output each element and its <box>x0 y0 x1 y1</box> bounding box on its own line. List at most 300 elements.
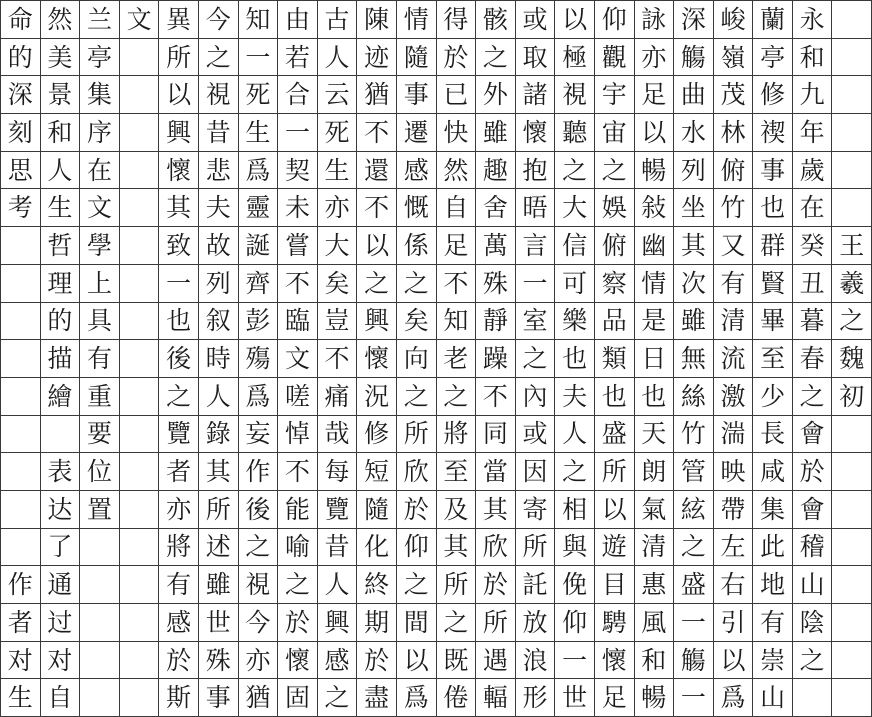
character-glyph: 昔 <box>324 532 350 562</box>
character-glyph: 聽 <box>562 117 588 147</box>
character-glyph: 曲 <box>680 80 706 110</box>
grid-cell-character <box>634 528 674 566</box>
grid-cell-character <box>357 1 397 39</box>
grid-cell-empty <box>119 641 159 679</box>
character-glyph: 大 <box>324 230 350 260</box>
character-glyph: 世 <box>562 683 588 713</box>
grid-cell-character <box>198 490 238 528</box>
character-glyph: 俛 <box>562 570 588 600</box>
grid-cell-character <box>198 377 238 415</box>
grid-cell-character <box>357 76 397 114</box>
character-glyph: 了 <box>47 532 73 562</box>
grid-cell-character <box>278 38 318 76</box>
grid-cell-empty <box>832 189 872 227</box>
character-glyph: 人 <box>324 42 350 72</box>
grid-cell-character <box>80 264 120 302</box>
grid-cell-character <box>634 227 674 265</box>
character-glyph: 靜 <box>482 306 508 336</box>
grid-cell-character <box>278 189 318 227</box>
character-glyph: 亦 <box>245 645 271 675</box>
grid-cell-character <box>753 264 793 302</box>
grid-cell-character <box>80 1 120 39</box>
character-glyph: 信 <box>562 230 588 260</box>
character-glyph: 思 <box>7 155 33 185</box>
grid-cell-character <box>476 151 516 189</box>
character-glyph: 上 <box>86 268 112 298</box>
grid-cell-character <box>594 604 634 642</box>
grid-cell-character <box>159 679 199 717</box>
grid-cell-character <box>238 453 278 491</box>
grid-cell-character <box>594 76 634 114</box>
character-glyph: 詠 <box>641 4 667 34</box>
character-glyph: 生 <box>7 683 33 713</box>
grid-cell-character <box>317 302 357 340</box>
grid-cell-character <box>792 151 832 189</box>
character-glyph: 於 <box>284 607 310 637</box>
character-glyph: 隨 <box>364 494 390 524</box>
grid-cell-character <box>198 528 238 566</box>
character-glyph: 至 <box>443 457 469 487</box>
character-glyph: 又 <box>720 230 746 260</box>
character-glyph: 隨 <box>403 42 429 72</box>
character-glyph: 快 <box>443 117 469 147</box>
character-glyph: 形 <box>522 683 548 713</box>
grid-cell-empty <box>119 114 159 152</box>
character-glyph: 遇 <box>482 645 508 675</box>
character-glyph: 山 <box>760 683 786 713</box>
grid-cell-empty <box>832 679 872 717</box>
character-glyph: 寄 <box>522 494 548 524</box>
character-glyph: 过 <box>47 607 73 637</box>
grid-cell-character <box>555 1 595 39</box>
character-glyph: 要 <box>86 419 112 449</box>
character-glyph: 老 <box>443 344 469 374</box>
character-glyph: 自 <box>443 193 469 223</box>
character-glyph: 畢 <box>760 306 786 336</box>
grid-cell-character <box>198 38 238 76</box>
character-glyph: 況 <box>364 381 390 411</box>
grid-cell-character <box>594 679 634 717</box>
grid-cell-character <box>238 528 278 566</box>
grid-cell-character <box>238 302 278 340</box>
grid-cell-empty <box>1 377 41 415</box>
grid-cell-character <box>159 189 199 227</box>
grid-cell-character <box>634 302 674 340</box>
grid-cell-character <box>594 189 634 227</box>
grid-cell-character <box>634 189 674 227</box>
grid-cell-empty <box>119 189 159 227</box>
character-glyph: 斯 <box>166 683 192 713</box>
character-glyph: 氣 <box>641 494 667 524</box>
grid-cell-character <box>476 566 516 604</box>
grid-cell-character <box>159 1 199 39</box>
grid-cell-character <box>436 490 476 528</box>
character-glyph: 間 <box>403 607 429 637</box>
grid-cell-character <box>278 151 318 189</box>
character-glyph: 描 <box>47 344 73 374</box>
character-glyph: 係 <box>403 230 429 260</box>
character-glyph: 繪 <box>47 381 73 411</box>
character-glyph: 雖 <box>205 570 231 600</box>
grid-cell-character <box>159 566 199 604</box>
character-glyph: 期 <box>364 607 390 637</box>
grid-cell-character <box>634 453 674 491</box>
grid-cell-character <box>674 227 714 265</box>
character-glyph: 亦 <box>166 494 192 524</box>
grid-cell-character <box>713 340 753 378</box>
character-glyph: 爲 <box>245 155 271 185</box>
character-glyph: 刻 <box>7 117 33 147</box>
character-glyph: 仰 <box>403 532 429 562</box>
character-glyph: 癸 <box>799 230 825 260</box>
grid-cell-character <box>396 415 436 453</box>
grid-cell-character <box>278 227 318 265</box>
character-glyph: 具 <box>86 306 112 336</box>
grid-cell-character <box>238 114 278 152</box>
character-glyph: 咸 <box>760 457 786 487</box>
grid-cell-character <box>476 641 516 679</box>
character-glyph: 蘭 <box>760 4 786 34</box>
grid-cell-character <box>792 302 832 340</box>
character-glyph: 後 <box>166 344 192 374</box>
character-glyph: 一 <box>522 268 548 298</box>
grid-cell-empty <box>832 151 872 189</box>
grid-cell-character <box>713 490 753 528</box>
character-glyph: 欣 <box>403 457 429 487</box>
grid-cell-character <box>357 227 397 265</box>
grid-cell-character <box>476 302 516 340</box>
grid-cell-character <box>674 490 714 528</box>
character-glyph: 管 <box>680 457 706 487</box>
character-glyph: 會 <box>799 419 825 449</box>
grid-cell-character <box>594 1 634 39</box>
grid-cell-character <box>476 490 516 528</box>
grid-cell-character <box>159 377 199 415</box>
character-glyph: 深 <box>680 4 706 34</box>
grid-cell-character <box>80 227 120 265</box>
character-glyph: 知 <box>443 306 469 336</box>
character-glyph: 矣 <box>403 306 429 336</box>
grid-cell-character <box>476 227 516 265</box>
character-glyph: 倦 <box>443 683 469 713</box>
character-glyph: 會 <box>799 494 825 524</box>
grid-cell-character <box>555 302 595 340</box>
grid-cell-character <box>476 264 516 302</box>
grid-cell-character <box>674 453 714 491</box>
character-glyph: 之 <box>205 42 231 72</box>
grid-cell-character <box>713 604 753 642</box>
character-glyph: 修 <box>364 419 390 449</box>
grid-cell-empty <box>119 76 159 114</box>
character-glyph: 少 <box>760 381 786 411</box>
grid-cell-character <box>317 377 357 415</box>
character-glyph: 一 <box>284 117 310 147</box>
grid-cell-character <box>674 189 714 227</box>
grid-cell-character <box>159 490 199 528</box>
grid-cell-character <box>594 377 634 415</box>
character-glyph: 不 <box>284 268 310 298</box>
grid-cell-character <box>1 189 41 227</box>
grid-row <box>1 1 872 39</box>
character-glyph: 之 <box>403 381 429 411</box>
character-glyph: 林 <box>720 117 746 147</box>
grid-cell-character <box>634 377 674 415</box>
character-glyph: 之 <box>284 570 310 600</box>
grid-cell-character <box>713 114 753 152</box>
grid-cell-character <box>396 377 436 415</box>
grid-cell-character <box>357 38 397 76</box>
grid-cell-character <box>515 1 555 39</box>
grid-cell-character <box>357 189 397 227</box>
character-glyph: 所 <box>205 494 231 524</box>
character-glyph: 賢 <box>760 268 786 298</box>
character-glyph: 达 <box>47 494 73 524</box>
character-glyph: 彭 <box>245 306 271 336</box>
character-glyph: 觀 <box>601 42 627 72</box>
grid-cell-character <box>634 566 674 604</box>
grid-cell-character <box>278 76 318 114</box>
character-glyph: 於 <box>799 457 825 487</box>
character-glyph: 無 <box>680 344 706 374</box>
character-glyph: 哉 <box>324 419 350 449</box>
character-glyph: 萬 <box>482 230 508 260</box>
character-glyph: 情 <box>403 4 429 34</box>
character-glyph: 之 <box>324 683 350 713</box>
grid-cell-character <box>594 151 634 189</box>
grid-row <box>1 377 872 415</box>
grid-cell-character <box>753 679 793 717</box>
grid-cell-character <box>713 566 753 604</box>
grid-cell-character <box>713 38 753 76</box>
grid-cell-character <box>278 453 318 491</box>
grid-cell-character <box>555 528 595 566</box>
grid-cell-character <box>40 151 80 189</box>
character-glyph: 有 <box>86 344 112 374</box>
grid-cell-character <box>396 114 436 152</box>
grid-cell-character <box>436 227 476 265</box>
character-glyph: 與 <box>562 532 588 562</box>
character-glyph: 故 <box>205 230 231 260</box>
grid-cell-character <box>515 189 555 227</box>
character-glyph: 人 <box>205 381 231 411</box>
grid-cell-character <box>674 38 714 76</box>
character-glyph: 殤 <box>245 344 271 374</box>
character-glyph: 極 <box>562 42 588 72</box>
character-glyph: 感 <box>166 607 192 637</box>
character-glyph: 其 <box>680 230 706 260</box>
grid-cell-character <box>278 377 318 415</box>
grid-cell-character <box>396 340 436 378</box>
character-glyph: 嘗 <box>284 230 310 260</box>
grid-cell-character <box>792 604 832 642</box>
character-glyph: 爲 <box>245 381 271 411</box>
grid-cell-character <box>436 604 476 642</box>
character-glyph: 以 <box>166 80 192 110</box>
grid-cell-character <box>713 528 753 566</box>
grid-cell-character <box>674 340 714 378</box>
grid-cell-empty <box>119 528 159 566</box>
character-glyph: 地 <box>760 570 786 600</box>
grid-cell-character <box>792 415 832 453</box>
character-glyph: 固 <box>284 683 310 713</box>
grid-cell-character <box>674 641 714 679</box>
grid-cell-character <box>594 641 634 679</box>
character-glyph: 之 <box>364 268 390 298</box>
character-glyph: 向 <box>403 344 429 374</box>
character-glyph: 的 <box>47 306 73 336</box>
character-glyph: 集 <box>760 494 786 524</box>
grid-row <box>1 340 872 378</box>
grid-cell-character <box>159 264 199 302</box>
grid-cell-character <box>80 114 120 152</box>
character-glyph: 之 <box>799 381 825 411</box>
grid-cell-character <box>555 76 595 114</box>
grid-cell-character <box>515 114 555 152</box>
grid-cell-character <box>555 114 595 152</box>
grid-cell-character <box>238 604 278 642</box>
grid-cell-character <box>1 38 41 76</box>
character-glyph: 清 <box>641 532 667 562</box>
grid-cell-character <box>753 528 793 566</box>
grid-row <box>1 302 872 340</box>
character-glyph: 湍 <box>720 419 746 449</box>
grid-cell-character <box>515 38 555 76</box>
grid-cell-character <box>555 679 595 717</box>
character-glyph: 俯 <box>601 230 627 260</box>
character-glyph: 作 <box>245 457 271 487</box>
character-glyph: 託 <box>522 570 548 600</box>
character-glyph: 理 <box>47 268 73 298</box>
character-glyph: 外 <box>482 80 508 110</box>
grid-cell-character <box>80 38 120 76</box>
grid-cell-character <box>159 453 199 491</box>
grid-cell-character <box>357 641 397 679</box>
grid-cell-empty <box>1 453 41 491</box>
character-glyph: 於 <box>443 42 469 72</box>
character-glyph: 未 <box>284 193 310 223</box>
grid-cell-empty <box>119 151 159 189</box>
character-glyph: 雖 <box>680 306 706 336</box>
grid-cell-character <box>40 302 80 340</box>
character-glyph: 以 <box>601 494 627 524</box>
character-glyph: 暮 <box>799 306 825 336</box>
grid-cell-character <box>357 264 397 302</box>
character-glyph: 由 <box>284 4 310 34</box>
grid-cell-character <box>436 114 476 152</box>
character-glyph: 盛 <box>601 419 627 449</box>
character-glyph: 禊 <box>760 117 786 147</box>
character-glyph: 大 <box>562 193 588 223</box>
grid-cell-character <box>396 566 436 604</box>
character-glyph: 的 <box>7 42 33 72</box>
grid-cell-character <box>317 76 357 114</box>
grid-cell-character <box>357 490 397 528</box>
grid-cell-character <box>317 264 357 302</box>
grid-cell-character <box>634 76 674 114</box>
grid-cell-character <box>594 264 634 302</box>
grid-cell-character <box>198 679 238 717</box>
character-glyph: 不 <box>364 193 390 223</box>
grid-cell-character <box>753 453 793 491</box>
character-glyph: 也 <box>641 381 667 411</box>
grid-cell-character <box>674 415 714 453</box>
character-glyph: 所 <box>601 457 627 487</box>
character-glyph: 其 <box>205 457 231 487</box>
grid-cell-character <box>396 679 436 717</box>
character-glyph: 知 <box>245 4 271 34</box>
character-glyph: 年 <box>799 117 825 147</box>
grid-cell-empty <box>119 604 159 642</box>
grid-cell-character <box>278 415 318 453</box>
character-glyph: 迹 <box>364 42 390 72</box>
character-glyph: 一 <box>562 645 588 675</box>
character-glyph: 短 <box>364 457 390 487</box>
grid-cell-character <box>40 641 80 679</box>
grid-cell-character <box>832 264 872 302</box>
grid-row <box>1 641 872 679</box>
grid-cell-empty <box>80 604 120 642</box>
grid-cell-character <box>40 604 80 642</box>
character-glyph: 感 <box>403 155 429 185</box>
grid-cell-character <box>594 490 634 528</box>
grid-cell-character <box>476 76 516 114</box>
character-glyph: 文 <box>284 344 310 374</box>
character-glyph: 之 <box>403 268 429 298</box>
grid-cell-empty <box>80 566 120 604</box>
grid-cell-character <box>515 302 555 340</box>
character-glyph: 足 <box>641 80 667 110</box>
grid-cell-empty <box>119 38 159 76</box>
character-glyph: 也 <box>562 344 588 374</box>
character-glyph: 將 <box>166 532 192 562</box>
grid-cell-character <box>40 453 80 491</box>
grid-cell-character <box>594 114 634 152</box>
grid-row <box>1 679 872 717</box>
character-glyph: 其 <box>166 193 192 223</box>
grid-cell-character <box>713 641 753 679</box>
character-glyph: 不 <box>284 457 310 487</box>
grid-cell-character <box>792 566 832 604</box>
character-glyph: 美 <box>47 42 73 72</box>
grid-cell-character <box>515 641 555 679</box>
grid-cell-empty <box>1 490 41 528</box>
character-glyph: 列 <box>205 268 231 298</box>
character-glyph: 所 <box>443 570 469 600</box>
character-glyph: 其 <box>443 532 469 562</box>
grid-cell-character <box>159 302 199 340</box>
grid-cell-character <box>436 76 476 114</box>
character-glyph: 言 <box>522 230 548 260</box>
character-glyph: 爲 <box>403 683 429 713</box>
character-glyph: 所 <box>482 607 508 637</box>
grid-cell-character <box>40 189 80 227</box>
grid-cell-character <box>40 566 80 604</box>
grid-cell-character <box>713 151 753 189</box>
character-glyph: 一 <box>680 607 706 637</box>
grid-cell-character <box>238 415 278 453</box>
character-glyph: 宙 <box>601 117 627 147</box>
character-glyph: 每 <box>324 457 350 487</box>
character-glyph: 已 <box>443 80 469 110</box>
character-glyph: 者 <box>166 457 192 487</box>
grid-cell-character <box>119 1 159 39</box>
character-glyph: 嶺 <box>720 42 746 72</box>
grid-cell-character <box>634 1 674 39</box>
grid-cell-character <box>396 604 436 642</box>
grid-cell-character <box>436 415 476 453</box>
grid-cell-character <box>357 302 397 340</box>
grid-cell-character <box>476 114 516 152</box>
